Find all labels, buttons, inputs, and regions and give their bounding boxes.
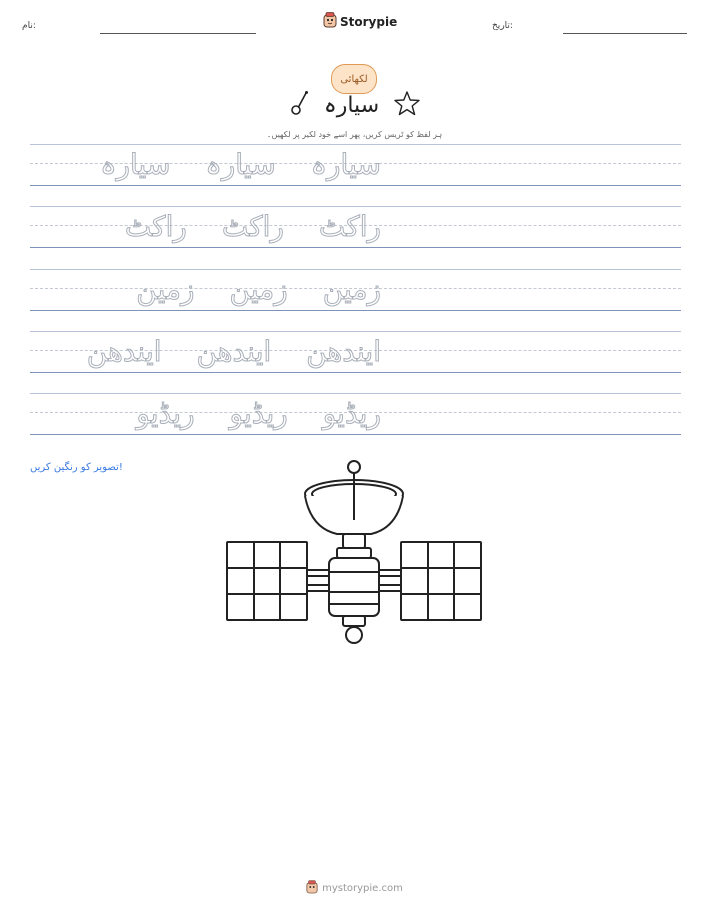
trace-words[interactable] — [74, 148, 381, 182]
trace-word[interactable]: ریڈیو — [136, 397, 195, 430]
footer — [0, 879, 709, 898]
trace-words[interactable] — [110, 273, 381, 307]
practice-row — [30, 206, 681, 248]
storypie-mascot-icon — [323, 12, 337, 32]
practice-row — [30, 393, 681, 435]
trace-word[interactable]: زمین — [136, 273, 195, 306]
trace-word[interactable]: سیارہ — [310, 148, 381, 181]
row-top-line — [30, 331, 681, 332]
date-write-line — [563, 33, 687, 34]
trace-word[interactable]: ایندھن — [86, 335, 162, 368]
trace-words[interactable] — [110, 397, 381, 431]
storypie-mascot-icon — [306, 879, 318, 898]
coloring-instruction: تصویر کو رنگین کریں! — [30, 462, 123, 473]
trace-word[interactable]: سیارہ — [100, 148, 171, 181]
row-base-line — [30, 372, 681, 373]
trace-word[interactable]: راکٹ — [318, 210, 381, 243]
practice-row — [30, 331, 681, 373]
practice-row — [30, 144, 681, 186]
trace-word[interactable]: راکٹ — [124, 210, 187, 243]
row-top-line — [30, 269, 681, 270]
star-outline-icon — [393, 90, 421, 120]
row-top-line — [30, 206, 681, 207]
row-base-line — [30, 434, 681, 435]
category-badge: لکھائی — [331, 64, 377, 94]
trace-word[interactable]: ایندھن — [196, 335, 272, 368]
row-top-line — [30, 144, 681, 145]
name-label: نام: — [22, 21, 36, 31]
instruction-text: ہر لفظ کو ٹریس کریں، پھر اسے خود لکیر پر لکھیں۔ — [266, 130, 443, 139]
row-base-line — [30, 185, 681, 186]
practice-row — [30, 269, 681, 311]
footer-website[interactable]: mystorypie.com — [322, 883, 403, 894]
trace-word[interactable]: زمین — [229, 273, 288, 306]
trace-word[interactable]: ریڈیو — [229, 397, 288, 430]
row-top-line — [30, 393, 681, 394]
trace-word[interactable]: راکٹ — [221, 210, 284, 243]
title-row — [0, 90, 709, 120]
trace-word[interactable]: زمین — [322, 273, 381, 306]
satellite-icon[interactable] — [225, 458, 485, 652]
trace-word[interactable]: ایندھن — [306, 335, 381, 368]
trace-words[interactable] — [99, 210, 381, 244]
name-write-line — [100, 33, 256, 34]
date-label: تاریخ: — [492, 21, 513, 31]
trace-word[interactable]: سیارہ — [205, 148, 276, 181]
telescope-icon — [288, 90, 310, 120]
brand-name: Storypie — [340, 15, 398, 29]
row-base-line — [30, 310, 681, 311]
trace-words[interactable] — [61, 335, 381, 369]
row-base-line — [30, 247, 681, 248]
storypie-logo — [323, 12, 397, 32]
page-title: سیارہ — [323, 92, 380, 118]
trace-word[interactable]: ریڈیو — [322, 397, 381, 430]
